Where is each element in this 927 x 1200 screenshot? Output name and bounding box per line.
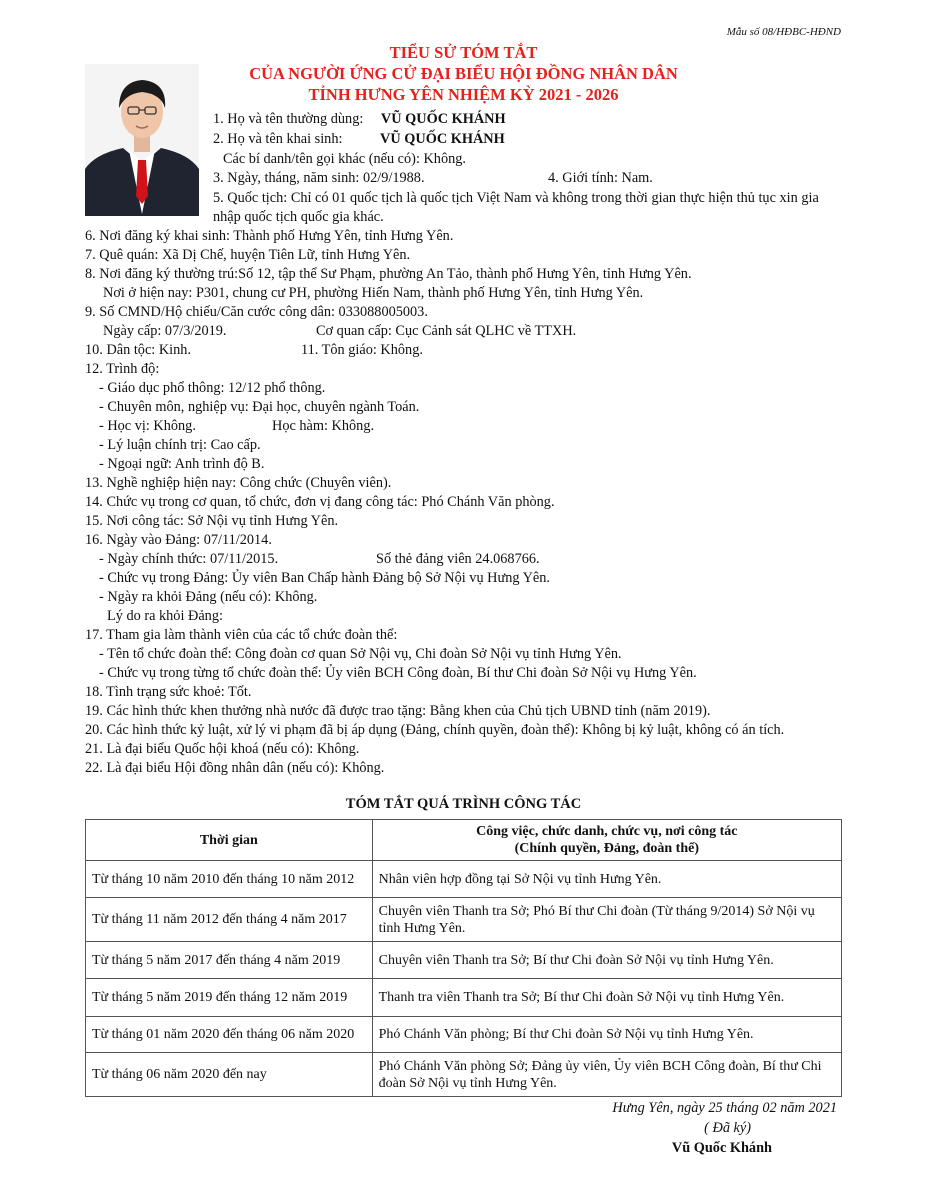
field-organization-names: - Tên tổ chức đoàn thể: Công đoàn cơ quan Sở Nội vụ, Chi đoàn Sở Nội vụ tỉnh Hưng Yên. — [99, 646, 622, 662]
table-row — [86, 861, 842, 898]
signature-name: Vũ Quốc Khánh — [671, 1140, 772, 1156]
field-peoples-council: 22. Là đại biểu Hội đồng nhân dân (nếu có): Không. — [85, 760, 385, 776]
field-discipline: 20. Các hình thức kỷ luật, xử lý vi phạm đã bị áp dụng (Đảng, chính quyền, đoàn thể): Không bị kỷ luật, không có án tích. — [85, 722, 785, 738]
column-header-time: Thời gian — [86, 820, 373, 861]
field-value: VŨ QUỐC KHÁNH — [380, 131, 505, 147]
column-header-job-line2: (Chính quyền, Đảng, đoàn thể) — [514, 841, 699, 856]
table-row — [86, 1017, 842, 1053]
table-cell-job: Chuyên viên Thanh tra Sở; Bí thư Chi đoàn Sở Nội vụ tỉnh Hưng Yên. — [372, 942, 841, 979]
field-nationality-cont: nhập quốc tịch quốc gia khác. — [213, 209, 384, 225]
table-cell-job: Chuyên viên Thanh tra Sở; Phó Bí thư Chi đoàn (Từ tháng 9/2014) Sở Nội vụ tỉnh Hưng Yên. — [372, 898, 841, 942]
document-title: TIỂU SỬ TÓM TẮT — [389, 43, 538, 62]
table-cell-time: Từ tháng 11 năm 2012 đến tháng 4 năm 2017 — [86, 898, 373, 942]
field-nationality: 5. Quốc tịch: Chỉ có 01 quốc tịch là quốc tịch Việt Nam và không trong thời gian thực hiện thủ tục xin gia — [213, 190, 819, 206]
field-party-card: Số thẻ đảng viên 24.068766. — [376, 551, 540, 567]
table-cell-time: Từ tháng 5 năm 2017 đến tháng 4 năm 2019 — [86, 942, 373, 979]
field-occupation: 13. Nghề nghiệp hiện nay: Công chức (Chuyên viên). — [85, 475, 392, 491]
field-national-assembly: 21. Là đại biểu Quốc hội khoá (nếu có): Không. — [85, 741, 360, 757]
field-degree: - Học vị: Không. — [99, 418, 196, 434]
field-birth-name — [213, 130, 505, 149]
field-party-leave-date: - Ngày ra khỏi Đảng (nếu có): Không. — [99, 589, 318, 605]
field-education-heading: 12. Trình độ: — [85, 361, 160, 377]
field-religion: 11. Tôn giáo: Không. — [301, 342, 423, 358]
field-label: 1. Họ và tên thường dùng: — [213, 111, 364, 127]
field-organization-positions: - Chức vụ trong từng tổ chức đoàn thể: Ủy viên BCH Công đoàn, Bí thư Chi đoàn Sở Nội vụ Hưng Yên. — [99, 665, 697, 681]
field-birth-registration: 6. Nơi đăng ký khai sinh: Thành phố Hưng Yên, tỉnh Hưng Yên. — [85, 228, 454, 244]
field-label: 2. Họ và tên khai sinh: — [213, 131, 343, 147]
document-term: TỈNH HƯNG YÊN NHIỆM KỲ 2021 - 2026 — [308, 85, 619, 104]
work-history-table — [85, 819, 842, 1097]
field-gender: 4. Giới tính: Nam. — [548, 170, 653, 186]
table-cell-time: Từ tháng 01 năm 2020 đến tháng 06 năm 2020 — [86, 1017, 373, 1053]
portrait-photo — [85, 64, 199, 216]
field-permanent-residence: 8. Nơi đăng ký thường trú:Số 12, tập thể Sư Phạm, phường An Tảo, thành phố Hưng Yên, tỉnh Hưng Yên. — [85, 266, 692, 282]
field-alias: Các bí danh/tên gọi khác (nếu có): Không. — [223, 151, 466, 167]
field-health: 18. Tình trạng sức khoẻ: Tốt. — [85, 684, 252, 700]
field-general-education: - Giáo dục phổ thông: 12/12 phổ thông. — [99, 380, 326, 396]
table-row — [86, 979, 842, 1017]
field-awards: 19. Các hình thức khen thưởng nhà nước đã được trao tặng: Bằng khen của Chủ tịch UBND tỉnh (năm 2019). — [85, 703, 711, 719]
field-party-position: - Chức vụ trong Đảng: Ủy viên Ban Chấp hành Đảng bộ Sở Nội vụ Hưng Yên. — [99, 570, 550, 586]
table-cell-time: Từ tháng 06 năm 2020 đến nay — [86, 1053, 373, 1097]
column-header-job — [372, 820, 841, 861]
field-current-residence: Nơi ở hiện nay: P301, chung cư PH, phường Hiến Nam, thành phố Hưng Yên, tỉnh Hưng Yên. — [103, 285, 644, 301]
field-academic-title: Học hàm: Không. — [272, 418, 375, 434]
table-cell-job: Phó Chánh Văn phòng; Bí thư Chi đoàn Sở Nội vụ tỉnh Hưng Yên. — [372, 1017, 841, 1053]
field-specialty: - Chuyên môn, nghiệp vụ: Đại học, chuyên ngành Toán. — [99, 399, 420, 415]
field-common-name — [213, 110, 506, 129]
field-id-issuer: Cơ quan cấp: Cục Cảnh sát QLHC về TTXH. — [316, 323, 577, 339]
field-hometown: 7. Quê quán: Xã Dị Chế, huyện Tiên Lữ, tỉnh Hưng Yên. — [85, 247, 411, 263]
field-birth-date: 3. Ngày, tháng, năm sinh: 02/9/1988. — [213, 170, 425, 186]
field-foreign-language: - Ngoại ngữ: Anh trình độ B. — [99, 456, 265, 472]
field-party-leave-reason: Lý do ra khỏi Đảng: — [107, 608, 223, 624]
field-ethnicity: 10. Dân tộc: Kinh. — [85, 342, 192, 358]
table-cell-job: Nhân viên hợp đồng tại Sở Nội vụ tỉnh Hưng Yên. — [372, 861, 841, 898]
field-id-number: 9. Số CMND/Hộ chiếu/Căn cước công dân: 033088005003. — [85, 304, 428, 320]
table-header-row — [86, 820, 842, 861]
signature-signed-note: ( Đã ký) — [704, 1120, 751, 1136]
table-cell-time: Từ tháng 5 năm 2019 đến tháng 12 năm 2019 — [86, 979, 373, 1017]
table-row — [86, 898, 842, 942]
table-row — [86, 1053, 842, 1097]
field-party-official-date: - Ngày chính thức: 07/11/2015. — [99, 551, 279, 567]
table-cell-job: Phó Chánh Văn phòng Sở; Đảng ủy viên, Ủy viên BCH Công đoàn, Bí thư Chi đoàn Sở Nội vụ tỉnh Hưng Yên. — [372, 1053, 841, 1097]
field-political-theory: - Lý luận chính trị: Cao cấp. — [99, 437, 261, 453]
document-subtitle: CỦA NGƯỜI ỨNG CỬ ĐẠI BIỂU HỘI ĐỒNG NHÂN DÂN — [249, 64, 678, 83]
form-number: Mẫu số 08/HĐBC-HĐND — [726, 26, 841, 38]
work-history-title: TÓM TẮT QUÁ TRÌNH CÔNG TÁC — [345, 796, 582, 812]
field-value: VŨ QUỐC KHÁNH — [380, 111, 506, 127]
table-row — [86, 942, 842, 979]
signature-place-date: Hưng Yên, ngày 25 tháng 02 năm 2021 — [612, 1100, 837, 1116]
column-header-job-line1: Công việc, chức danh, chức vụ, nơi công tác — [476, 824, 738, 839]
field-workplace: 15. Nơi công tác: Sở Nội vụ tỉnh Hưng Yên. — [85, 513, 339, 529]
field-party-admission: 16. Ngày vào Đảng: 07/11/2014. — [85, 532, 272, 548]
field-organizations-heading: 17. Tham gia làm thành viên của các tổ chức đoàn thể: — [85, 627, 398, 643]
field-id-issue-date: Ngày cấp: 07/3/2019. — [103, 323, 227, 339]
table-cell-time: Từ tháng 10 năm 2010 đến tháng 10 năm 2012 — [86, 861, 373, 898]
field-position: 14. Chức vụ trong cơ quan, tổ chức, đơn vị đang công tác: Phó Chánh Văn phòng. — [85, 494, 555, 510]
table-cell-job: Thanh tra viên Thanh tra Sở; Bí thư Chi đoàn Sở Nội vụ tỉnh Hưng Yên. — [372, 979, 841, 1017]
